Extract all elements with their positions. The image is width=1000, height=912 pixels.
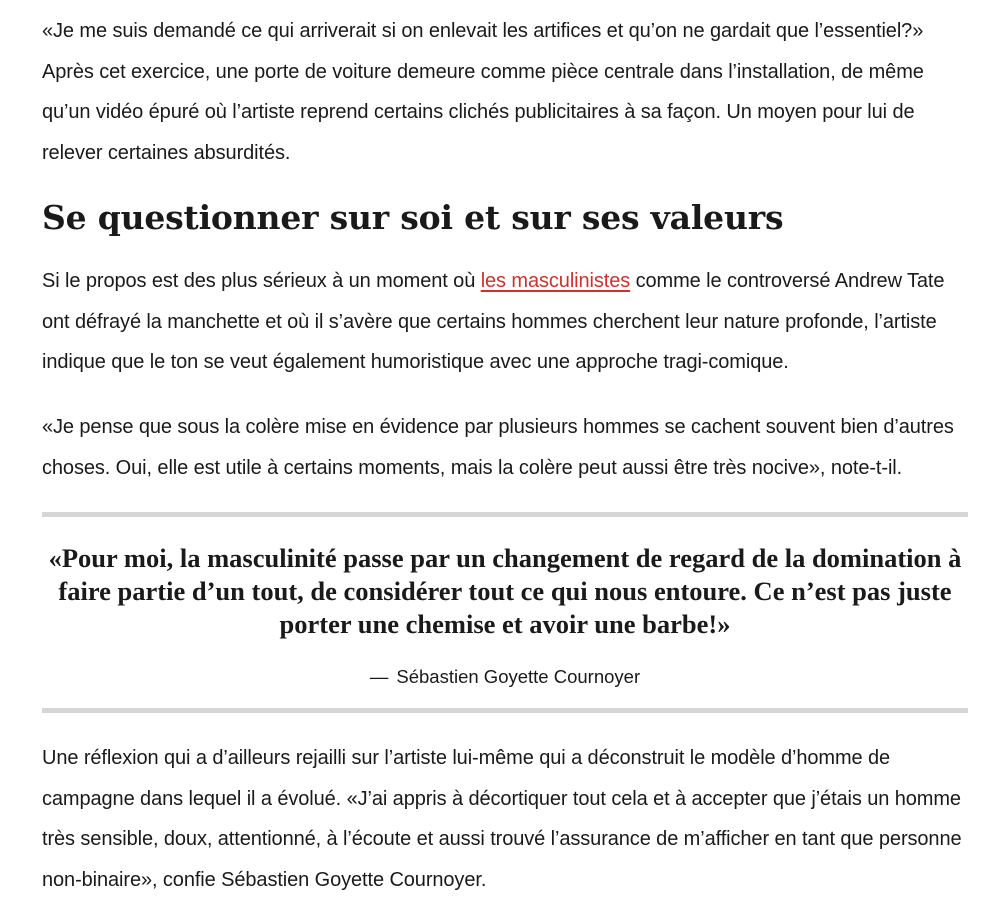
masculinists-link[interactable]: les masculinistes — [480, 270, 631, 292]
pull-quote-bottom-divider — [42, 708, 968, 713]
paragraph-reflection: Une réflexion qui a d’ailleurs rejailli sur l’artiste lui-même qui a déconstruit le modèle d’homme de campagne dans lequel il a évolué. «J’ai appris à décortiquer tout cela et à accepter que j’étais un homme très sensible, doux, attentionné, à l’écoute et aussi trouvé l’assurance de m’afficher en tant que personne non-binaire», confie Sébastien Goyette Cournoyer. — [42, 747, 962, 891]
paragraph-intro: «Je me suis demandé ce qui arriverait si on enlevait les artifices et qu’on ne gardait que l’essentiel?» Après cet exercice, une porte de voiture demeure comme pièce centrale dans l’installation, de même qu’un vidéo épuré où l’artiste reprend certains clichés publicitaires à sa façon. Un moyen pour lui de relever certaines absurdités. — [42, 20, 924, 164]
pull-quote-top-divider — [42, 512, 968, 517]
paragraph-masculinists — [42, 261, 968, 383]
paragraph-text-after-link: comme le controversé Andrew Tate ont défrayé la manchette et où il s’avère que certains hommes cherchent leur nature profonde, l’artiste indique que le ton se veut également humoristique avec une approche tragi-comique. — [42, 270, 945, 373]
pull-quote-attribution — [42, 664, 968, 690]
paragraph-text-before-link: Si le propos est des plus sérieux à un moment où — [42, 270, 481, 292]
attribution-author: Sébastien Goyette Cournoyer — [396, 666, 641, 687]
attribution-dash: — — [369, 666, 389, 687]
paragraph-anger: «Je pense que sous la colère mise en évidence par plusieurs hommes se cachent souvent bien d’autres choses. Oui, elle est utile à certains moments, mais la colère peut aussi être très nocive», note-t-il. — [42, 416, 954, 479]
pull-quote: «Pour moi, la masculinité passe par un changement de regard de la domination à faire partie d’un tout, de considérer tout ce qui nous entoure. Ce n’est pas juste porter une chemise et avoir une barbe!» — [48, 543, 962, 639]
section-heading: Se questionner sur soi et sur ses valeurs — [42, 198, 784, 237]
